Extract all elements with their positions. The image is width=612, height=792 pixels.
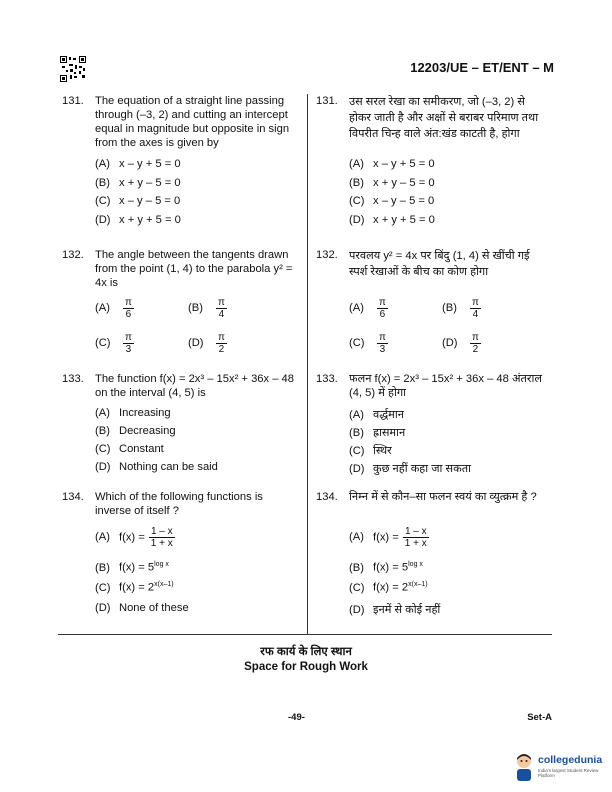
option: (C) $\frac{\pi}{3}$ bbox=[349, 332, 386, 355]
option: (D) $\frac{\pi}{2}$ bbox=[188, 332, 225, 355]
option: (A) Increasing bbox=[95, 407, 171, 419]
option: (C) $\frac{\pi}{3}$ bbox=[95, 332, 132, 355]
question-number: 134. bbox=[316, 491, 338, 503]
logo-text: collegedunia bbox=[538, 754, 603, 766]
question-text: उस सरल रेखा का समीकरण, जो (–3, 2) से होकर जाती है और अक्षों से बराबर परिमाण तथा विपरीत चिन्ह वाले अंत:खंड काटती है, होगा bbox=[349, 96, 539, 140]
option: (D) इनमें से कोई नहीं bbox=[349, 604, 441, 616]
option: (D) x + y + 5 = 0 bbox=[349, 214, 435, 226]
question-number: 133. bbox=[62, 373, 84, 385]
rough-work-hindi: रफ कार्य के लिए स्थान bbox=[260, 646, 352, 658]
option: (D) कुछ नहीं कहा जा सकता bbox=[349, 463, 471, 475]
option: (A) वर्द्धमान bbox=[349, 409, 404, 421]
hindi-column bbox=[307, 94, 555, 634]
option: (B) $\frac{\pi}{4}$ bbox=[188, 297, 225, 320]
option: (C) x – y – 5 = 0 bbox=[349, 195, 435, 207]
option: (B) ह्रासमान bbox=[349, 427, 406, 439]
collegedunia-logo bbox=[512, 748, 612, 788]
rough-work-english: Space for Rough Work bbox=[244, 661, 368, 673]
page-number: -49- bbox=[288, 712, 305, 723]
option: (D) x + y + 5 = 0 bbox=[95, 214, 181, 226]
question-text: Which of the following functions is inverse of itself ? bbox=[95, 491, 263, 517]
option: (A) f(x) = $\frac{1 - x}{1 + x}$ bbox=[95, 526, 173, 549]
logo-tagline: India's largest Student Review Platform bbox=[538, 768, 599, 778]
option: (C) $f(x) = 2^{x(x-1)}$ bbox=[349, 581, 428, 594]
option: (A) x – y + 5 = 0 bbox=[95, 158, 181, 170]
option: (B) $f(x) = 5^{log x}$ bbox=[349, 561, 423, 574]
question-number: 131. bbox=[62, 95, 84, 107]
question-text: परवलय y² = 4x पर बिंदु (1, 4) से खींची गई स्पर्श रेखाओं के बीच का कोण होगा bbox=[349, 250, 530, 278]
option: (B) x + y – 5 = 0 bbox=[349, 177, 435, 189]
option: (C) स्थिर bbox=[349, 445, 392, 457]
option: (D) $\frac{\pi}{2}$ bbox=[442, 332, 479, 355]
set-label: Set-A bbox=[527, 712, 552, 723]
question-number: 132. bbox=[62, 249, 84, 261]
option: (A) x – y + 5 = 0 bbox=[349, 158, 435, 170]
question-number: 134. bbox=[62, 491, 84, 503]
question-text: The angle between the tangents drawn from the point (1, 4) to the parabola y² = 4x is bbox=[95, 249, 293, 289]
qr-code bbox=[60, 56, 86, 82]
option: (B) Decreasing bbox=[95, 425, 176, 437]
option: (C) x – y – 5 = 0 bbox=[95, 195, 181, 207]
mascot-icon bbox=[512, 752, 536, 782]
option: (D) None of these bbox=[95, 602, 189, 614]
option: (A) $\frac{\pi}{6}$ bbox=[95, 297, 132, 320]
option: (D) Nothing can be said bbox=[95, 461, 218, 473]
question-text: The equation of a straight line passing through (–3, 2) and cutting an intercept equal in magnitude but opposite in sign from the axes is given by bbox=[95, 95, 290, 149]
option: (C) Constant bbox=[95, 443, 164, 455]
question-text: निम्न में से कौन–सा फलन स्वयं का व्युत्क्रम है ? bbox=[349, 491, 537, 503]
english-column bbox=[58, 94, 305, 634]
option: (A) f(x) = $\frac{1 - x}{1 + x}$ bbox=[349, 526, 427, 549]
paper-code: 12203/UE – ET/ENT – M bbox=[410, 60, 554, 75]
question-columns bbox=[58, 94, 552, 634]
option: (C) $f(x) = 2^{x(x-1)}$ bbox=[95, 581, 174, 594]
question-number: 132. bbox=[316, 249, 338, 261]
divider bbox=[58, 634, 552, 635]
option: (B) $\frac{\pi}{4}$ bbox=[442, 297, 479, 320]
option: (B) $f(x) = 5^{log x}$ bbox=[95, 561, 169, 574]
question-text: फलन f(x) = 2x³ – 15x² + 36x – 48 अंतराल (4, 5) में होगा bbox=[349, 373, 542, 399]
question-number: 133. bbox=[316, 373, 338, 385]
option: (A) $\frac{\pi}{6}$ bbox=[349, 297, 386, 320]
question-number: 131. bbox=[316, 95, 338, 107]
question-text: The function f(x) = 2x³ – 15x² + 36x – 48 on the interval (4, 5) is bbox=[95, 373, 294, 399]
option: (B) x + y – 5 = 0 bbox=[95, 177, 181, 189]
